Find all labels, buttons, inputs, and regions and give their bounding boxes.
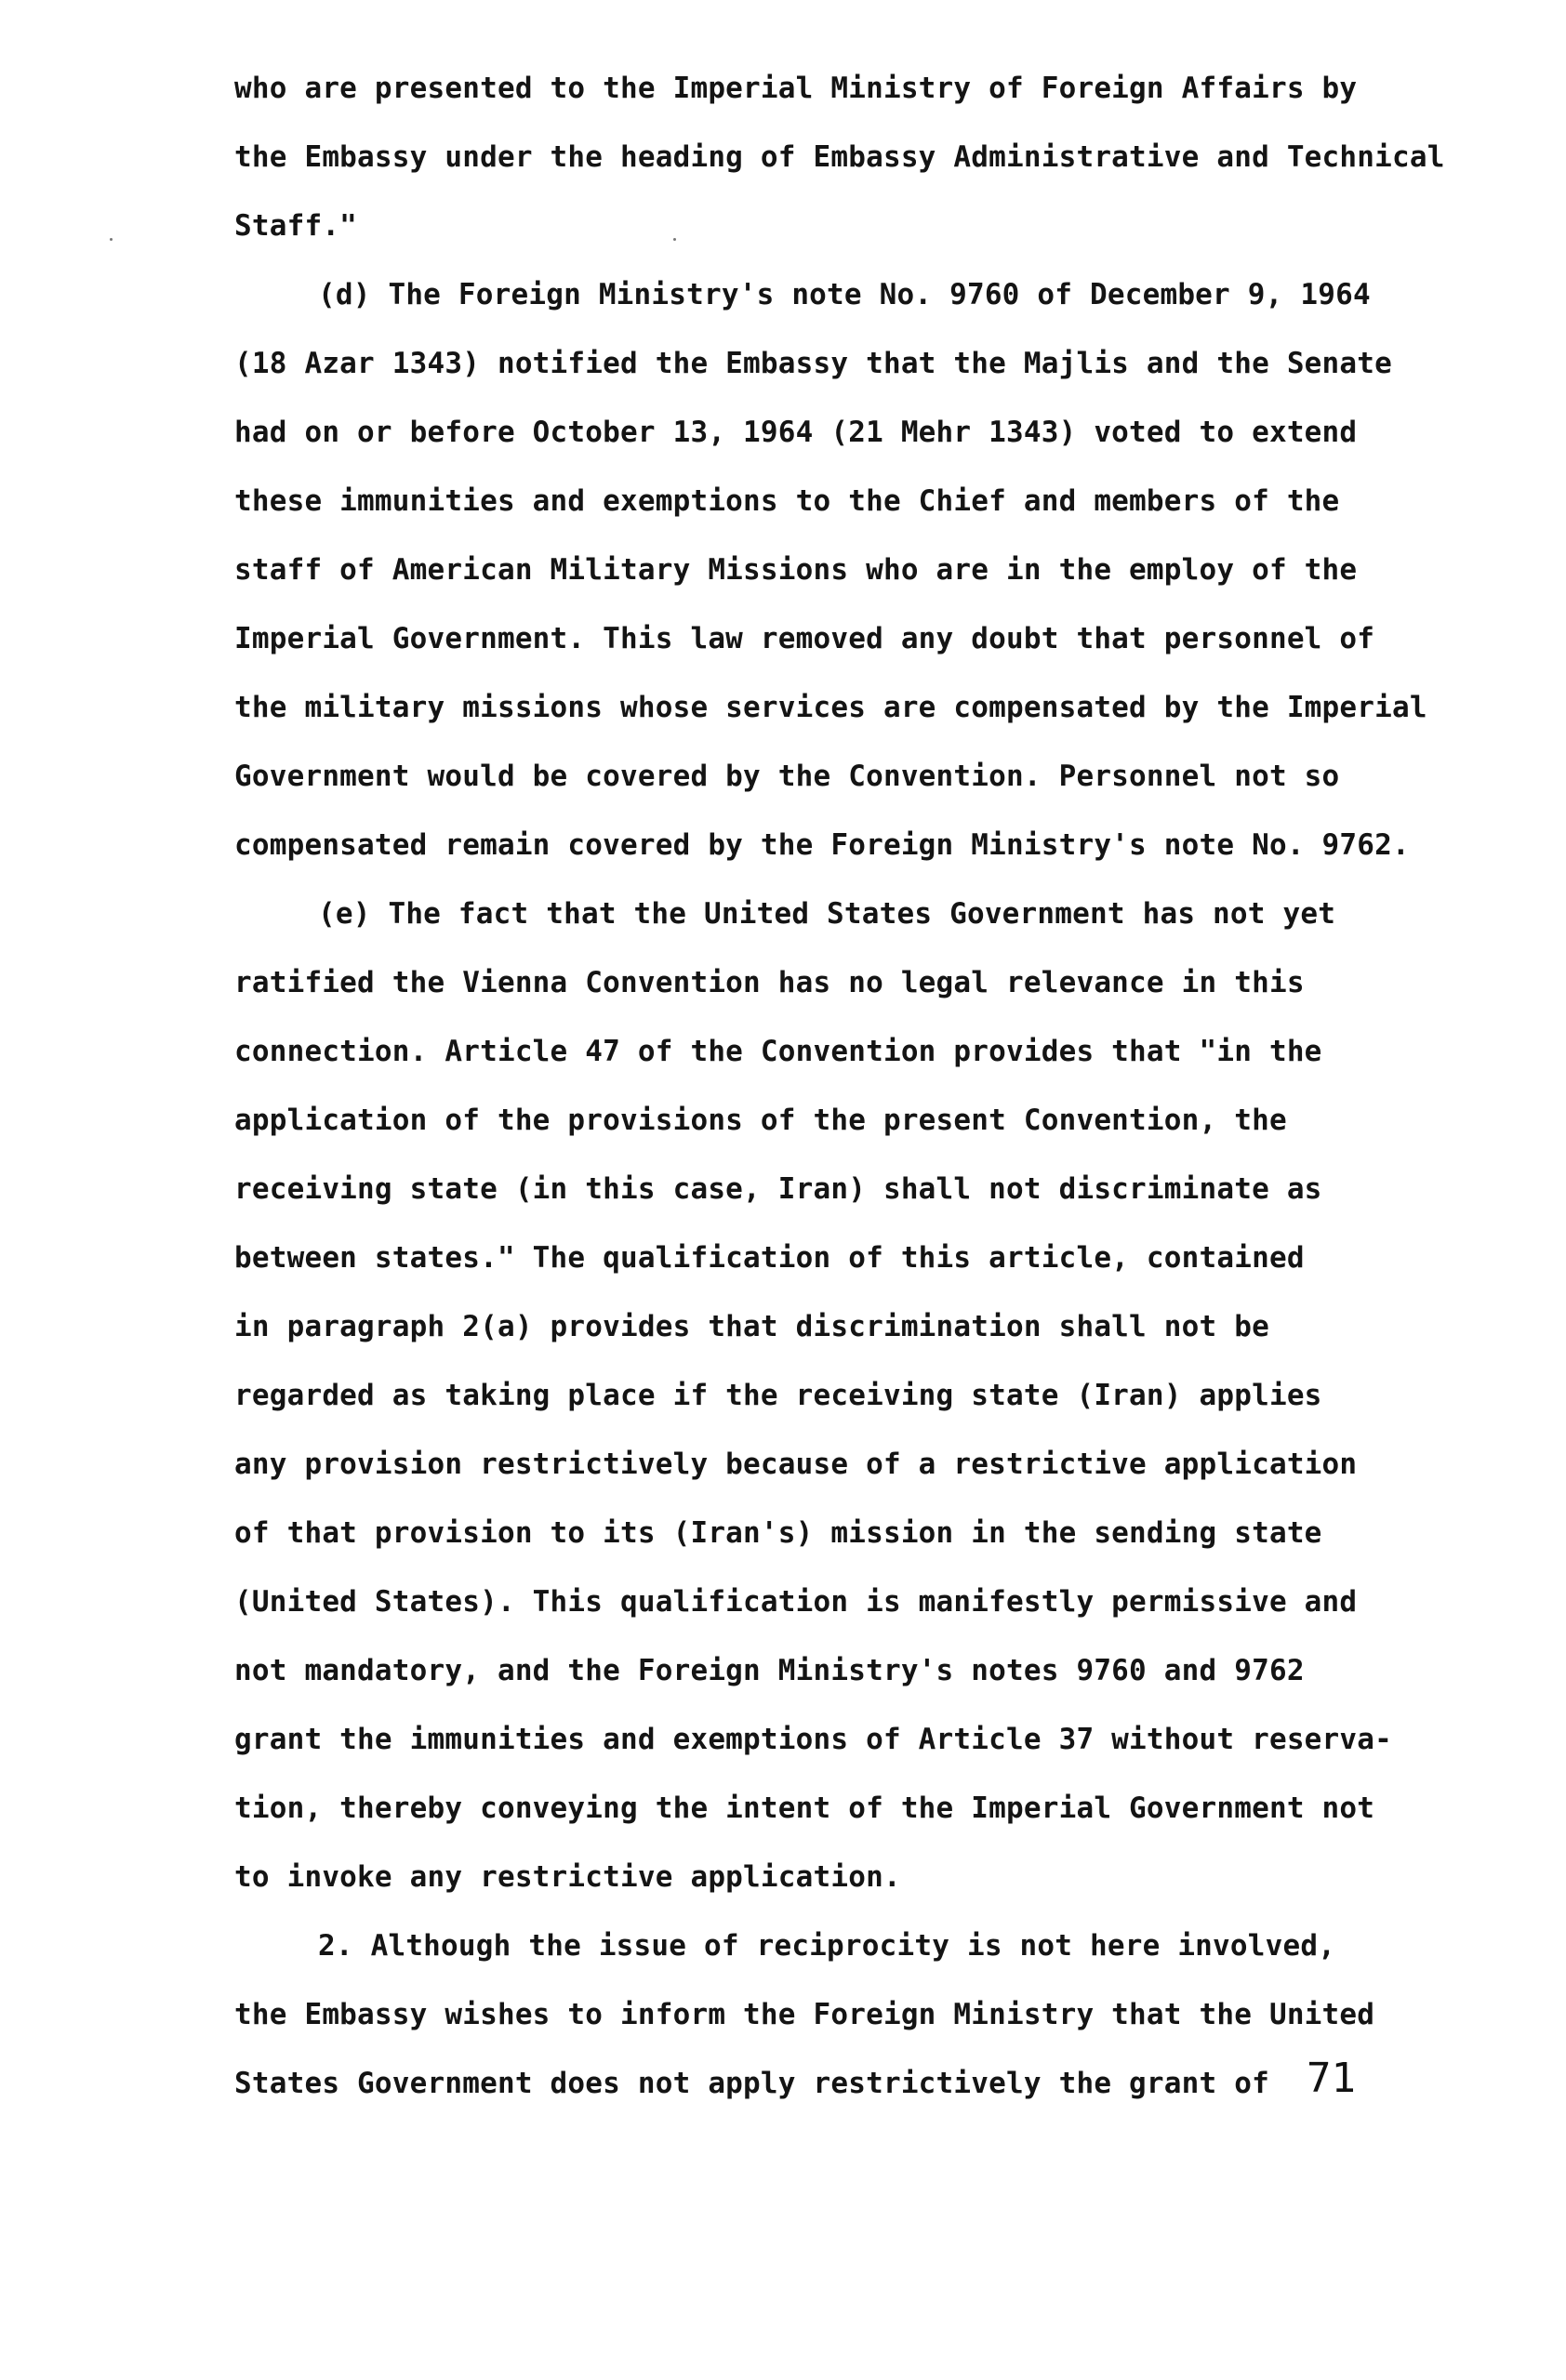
text-line: tion, thereby conveying the intent of the Imperial Government not (234, 1792, 1375, 1825)
text-line: between states." The qualification of this article, contained (234, 1241, 1305, 1275)
text-line: these immunities and exemptions to the Chief and members of the (234, 484, 1340, 518)
text-line: who are presented to the Imperial Ministry of Foreign Affairs by (234, 72, 1358, 105)
text-line: (d) The Foreign Ministry's note No. 9760 of December 9, 1964 (318, 278, 1371, 311)
text-line: of that provision to its (Iran's) mission in the sending state (234, 1516, 1322, 1550)
text-line: staff of American Military Missions who are in the employ of the (234, 553, 1358, 587)
text-line: compensated remain covered by the Foreign Ministry's note No. 9762. (234, 828, 1410, 862)
text-line: not mandatory, and the Foreign Ministry's notes 9760 and 9762 (234, 1654, 1305, 1687)
text-line: grant the immunities and exemptions of Article 37 without reserva- (234, 1723, 1392, 1756)
text-line: connection. Article 47 of the Convention provides that "in the (234, 1035, 1322, 1068)
text-line: (United States). This qualification is manifestly permissive and (234, 1585, 1358, 1619)
page-number: 71 (1307, 2055, 1356, 2102)
text-line: to invoke any restrictive application. (234, 1860, 901, 1894)
text-line: Imperial Government. This law removed any doubt that personnel of (234, 622, 1375, 655)
text-line: ratified the Vienna Convention has no legal relevance in this (234, 966, 1305, 999)
text-line: receiving state (in this case, Iran) shall not discriminate as (234, 1172, 1322, 1206)
text-line: (e) The fact that the United States Government has not yet (318, 897, 1336, 931)
text-line: had on or before October 13, 1964 (21 Mehr 1343) voted to extend (234, 416, 1358, 449)
text-line: any provision restrictively because of a restrictive application (234, 1448, 1358, 1481)
text-line: the military missions whose services are compensated by the Imperial (234, 691, 1427, 724)
text-line: in paragraph 2(a) provides that discrimination shall not be (234, 1310, 1269, 1343)
text-line: Government would be covered by the Convention. Personnel not so (234, 760, 1340, 793)
text-line: the Embassy under the heading of Embassy Administrative and Technical (234, 140, 1445, 174)
document-body (234, 54, 1445, 2118)
text-line: the Embassy wishes to inform the Foreign Ministry that the United (234, 1998, 1375, 2031)
text-line: States Government does not apply restrictively the grant of (234, 2067, 1269, 2100)
text-line: regarded as taking place if the receiving state (Iran) applies (234, 1379, 1322, 1412)
text-line: application of the provisions of the present Convention, the (234, 1104, 1287, 1137)
scan-speck (110, 238, 113, 241)
text-line: 2. Although the issue of reciprocity is not here involved, (318, 1929, 1336, 1963)
text-line: Staff." (234, 209, 358, 243)
text-line: (18 Azar 1343) notified the Embassy that the Majlis and the Senate (234, 347, 1392, 380)
